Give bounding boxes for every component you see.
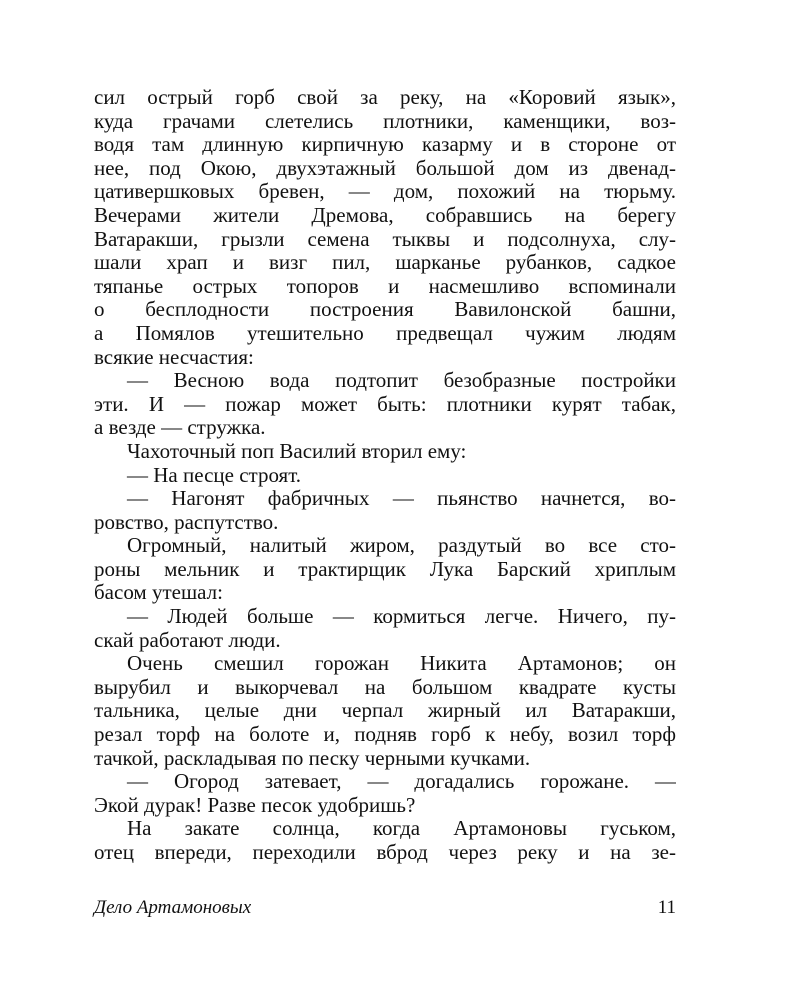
text-line: Очень смешил горожан Никита Артамонов; он [127, 652, 676, 676]
text-line: — Огород затевает, — догадались горожане. — [127, 770, 676, 794]
text-line: резал торф на болоте и, подняв горб к небу, возил торф [94, 723, 676, 747]
text-line: тяпанье острых топоров и насмешливо вспоминали [94, 274, 676, 298]
text-line: цативершковых бревен, — дом, похожий на тюрьму. [94, 180, 676, 204]
text-line: тальника, целые дни черпал жирный ил Ватаракши, [94, 699, 676, 723]
text-line: роны мельник и трактирщик Лука Барский хриплым [94, 557, 676, 581]
text-line: — Нагонят фабричных — пьянство начнется, во- [127, 487, 676, 511]
text-line: басом утешал: [94, 581, 223, 605]
text-line: сил острый горб свой за реку, на «Коровий язык», [94, 86, 676, 109]
text-line: водя там длинную кирпичную казарму и в стороне от [94, 133, 676, 157]
page-number: 11 [657, 897, 676, 918]
text-line: На закате солнца, когда Артамоновы гуськом, [127, 817, 676, 841]
text-line: нее, под Окою, двухэтажный большой дом из двенад- [94, 156, 676, 180]
text-line: шали храп и визг пил, шарканье рубанков, садкое [94, 251, 676, 275]
text-line: Экой дурак! Разве песок удобришь? [94, 793, 416, 817]
text-line: тачкой, раскладывая по песку черными кучками. [94, 746, 531, 770]
text-line: о бесплодности построения Вавилонской башни, [94, 298, 676, 322]
text-line: а везде — стружка. [94, 416, 266, 440]
page-body [94, 86, 676, 865]
text-line: эти. И — пожар может быть: плотники курят табак, [94, 392, 676, 416]
page-footer [94, 896, 676, 920]
text-line: Огромный, налитый жиром, раздутый во все сто- [127, 534, 676, 558]
text-line: куда грачами слетелись плотники, каменщики, воз- [94, 109, 676, 133]
text-line: Чахоточный поп Василий вторил ему: [127, 439, 467, 463]
text-line: а Помялов утешительно предвещал чужим людям [94, 321, 676, 345]
text-line: ровство, распутство. [94, 510, 279, 534]
text-line: — На песце строят. [127, 463, 302, 487]
text-line: отец впереди, переходили вброд через реку и на зе- [94, 841, 676, 864]
text-line: всякие несчастия: [94, 345, 254, 369]
text-line: — Весною вода подтопит безобразные постройки [127, 369, 676, 393]
text-line: скай работают люди. [94, 628, 281, 652]
text-line: — Людей больше — кормиться легче. Ничего, пу- [127, 605, 676, 629]
running-title: Дело Артамоновых [94, 897, 252, 918]
text-line: вырубил и выкорчевал на большом квадрате кусты [94, 675, 676, 699]
text-line: Вечерами жители Дремова, собравшись на берегу [94, 203, 676, 227]
text-line: Ватаракши, грызли семена тыквы и подсолнуха, слу- [94, 227, 676, 251]
